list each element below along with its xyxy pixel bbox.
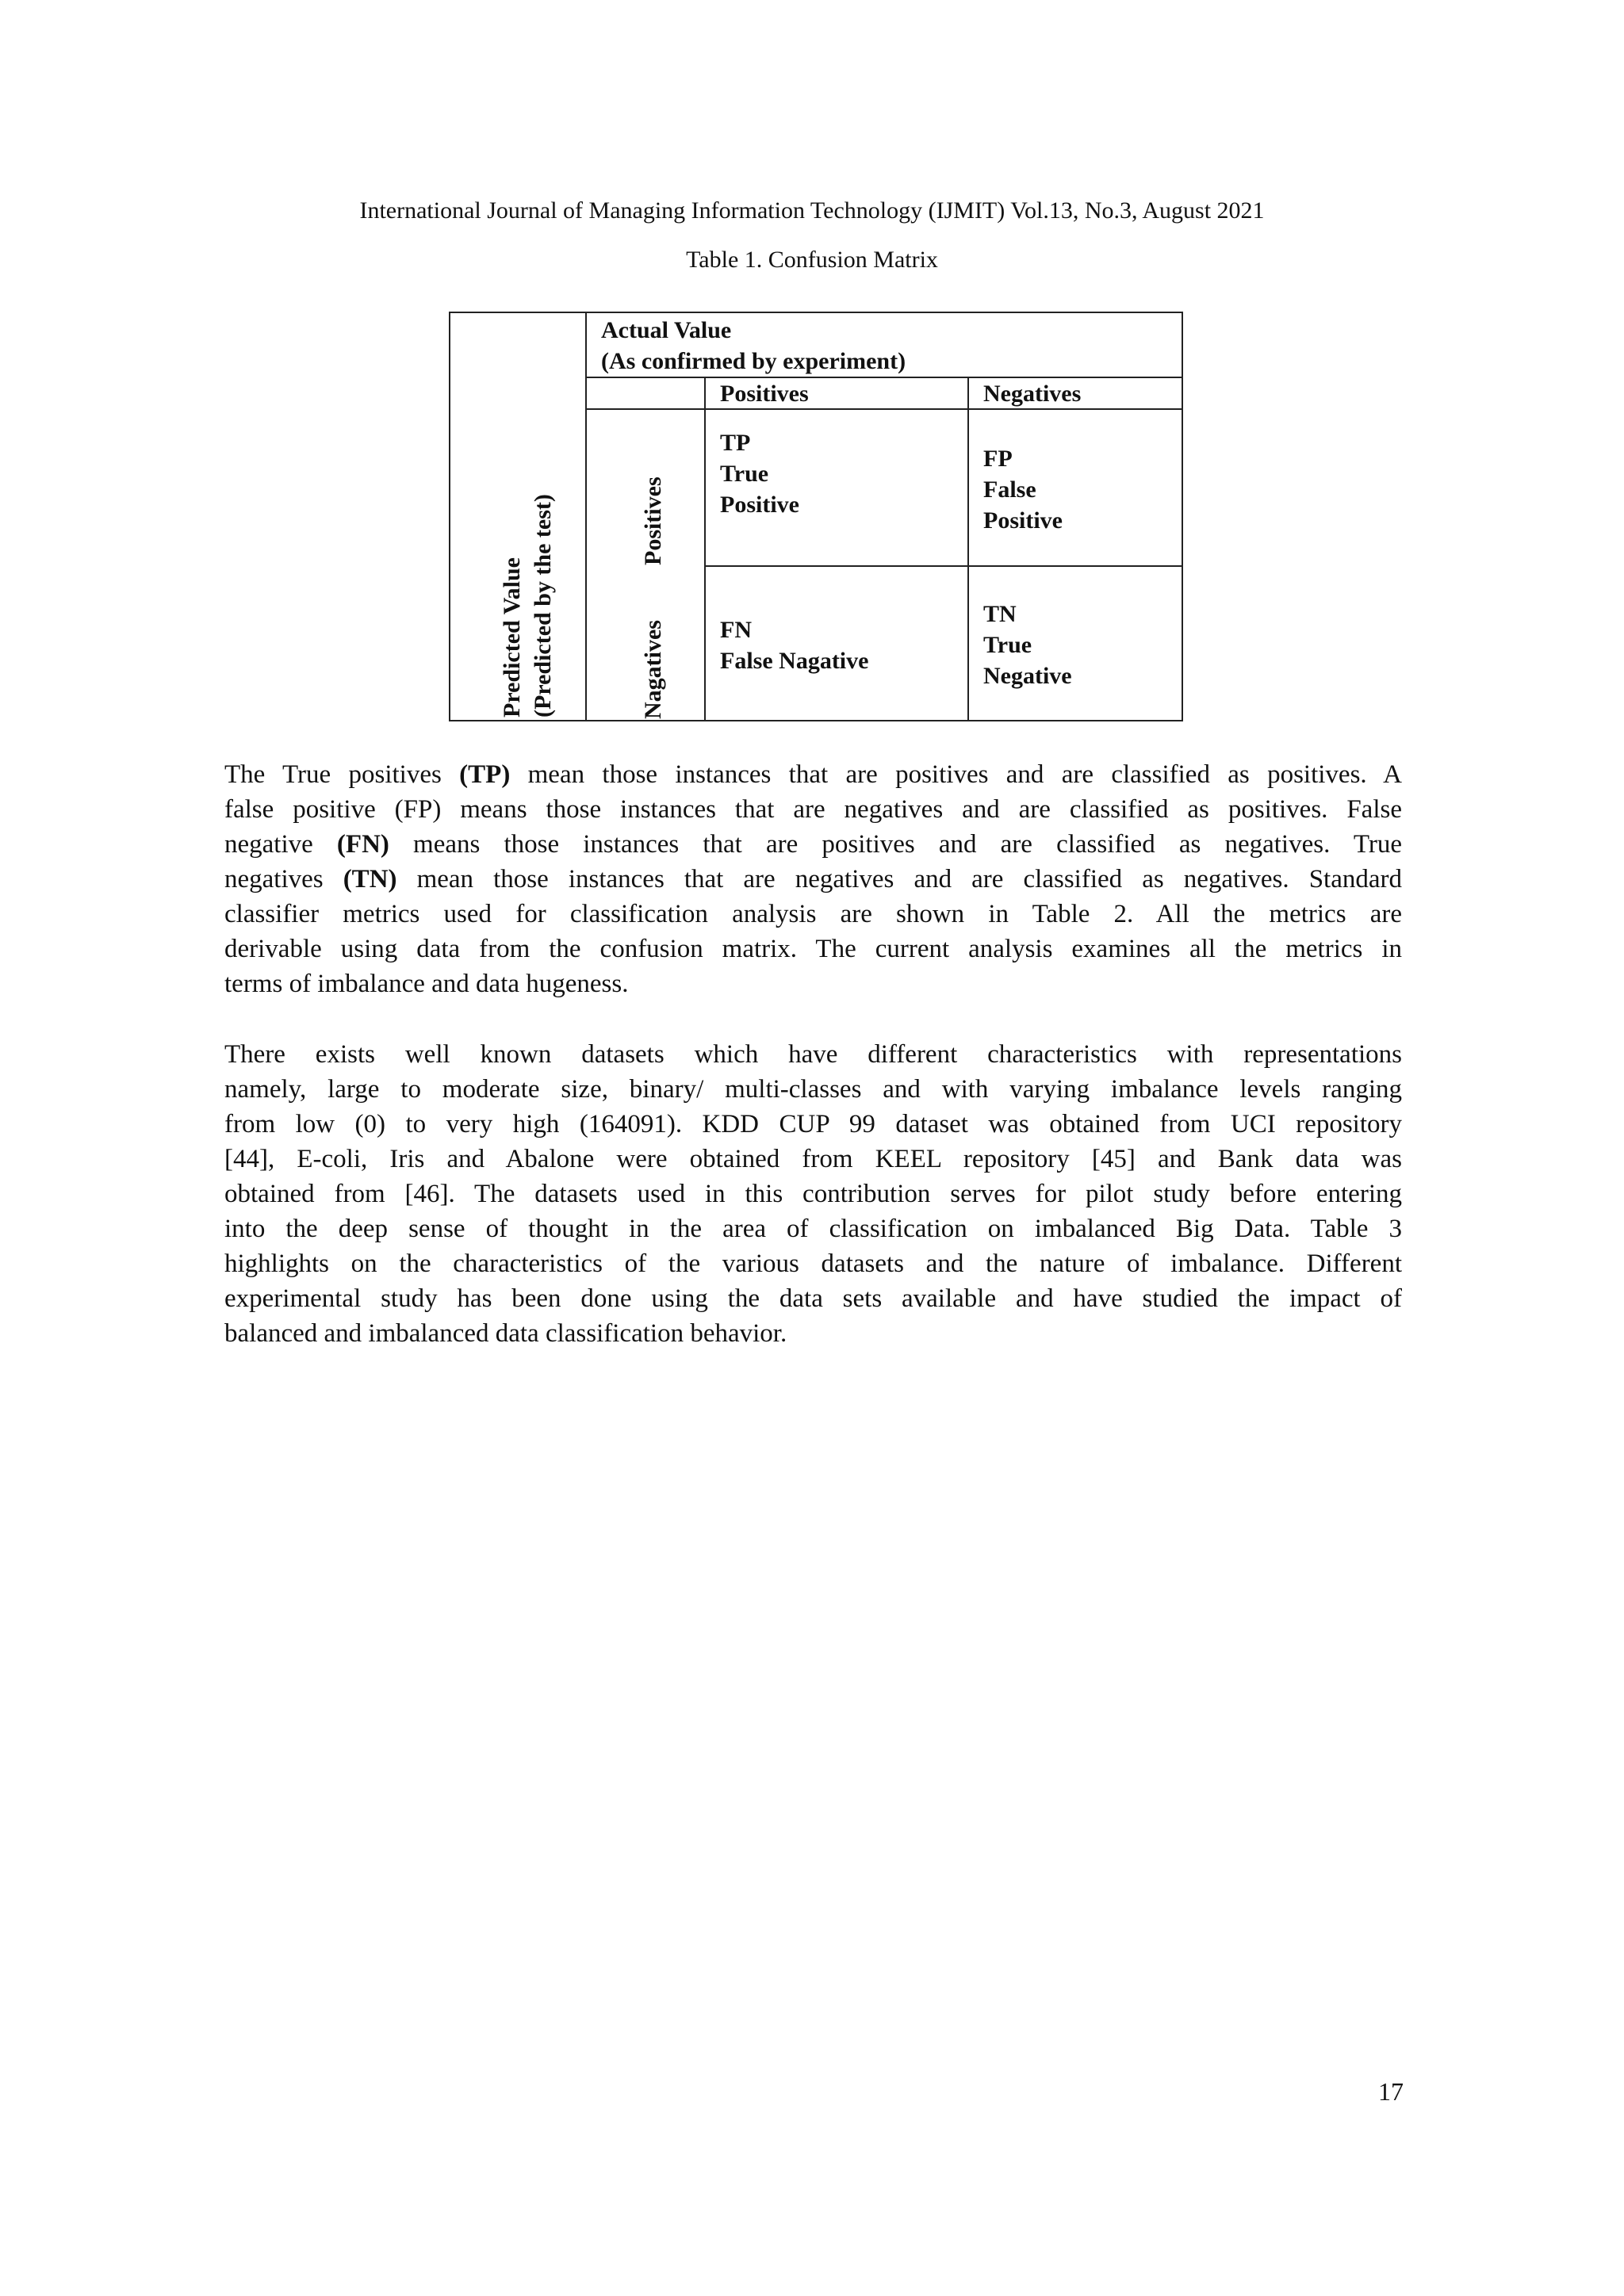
predicted-value-label: Predicted Value (Predicted by the test) [499,494,556,718]
cell-tp: TP True Positive [720,430,799,518]
actual-value-title: Actual Value (As confirmed by experiment) [601,317,906,374]
paragraph-line: The True positives (TP) mean those instances that are positives and are classified as positives. A [224,760,1402,789]
paragraph-line: balanced and imbalanced data classification behavior. [224,1319,787,1348]
confusion-matrix-table [449,312,1183,721]
paragraph-line: negative (FN) means those instances that are positives and are classified as negatives. True [224,830,1402,859]
paragraph-line: classifier metrics used for classification analysis are shown in Table 2. All the metrics are [224,900,1402,928]
table-hline-3 [704,565,1182,567]
table-caption: Table 1. Confusion Matrix [686,247,938,273]
col-header-positives: Positives [720,381,809,407]
paragraph-line: experimental study has been done using the data sets available and have studied the impact of [224,1284,1402,1313]
table-vline-2 [704,377,706,720]
paragraph-confusion-explanation [224,757,1402,1001]
cell-fn: FN False Nagative [720,617,869,674]
paragraph-line: namely, large to moderate size, binary/ multi-classes and with varying imbalance levels ranging [224,1075,1402,1104]
row-header-negatives: Nagatives [640,620,666,719]
paragraph-datasets [224,1037,1402,1351]
cell-tn: TN True Negative [983,601,1072,689]
journal-header: International Journal of Managing Information Technology (IJMIT) Vol.13, No.3, August 2021 [359,197,1265,224]
cell-fp: FP False Positive [983,446,1063,534]
page-number: 17 [1378,2077,1404,2106]
paragraph-line: derivable using data from the confusion matrix. The current analysis examines all the metrics in [224,935,1402,963]
paragraph-line: false positive (FP) means those instances that are negatives and are classified as positives. False [224,795,1402,824]
paragraph-line: [44], E-coli, Iris and Abalone were obtained from KEEL repository [45] and Bank data was [224,1145,1402,1173]
table-vline-3 [967,377,969,720]
col-header-negatives: Negatives [983,381,1082,407]
table-hline-2 [585,408,1182,410]
paragraph-line: terms of imbalance and data hugeness. [224,970,629,998]
paragraph-line: into the deep sense of thought in the area of classification on imbalanced Big Data. Table 3 [224,1215,1402,1243]
paragraph-line: There exists well known datasets which have different characteristics with representations [224,1040,1402,1069]
table-vline-1 [585,313,587,720]
paragraph-line: highlights on the characteristics of the various datasets and the nature of imbalance. Different [224,1249,1402,1278]
row-header-positives: Positives [640,476,666,565]
paragraph-line: negatives (TN) mean those instances that are negatives and are classified as negatives. Standard [224,865,1402,894]
paragraph-line: from low (0) to very high (164091). KDD CUP 99 dataset was obtained from UCI repository [224,1110,1402,1138]
paragraph-line: obtained from [46]. The datasets used in this contribution serves for pilot study before entering [224,1180,1402,1208]
table-hline-1 [585,377,1182,378]
